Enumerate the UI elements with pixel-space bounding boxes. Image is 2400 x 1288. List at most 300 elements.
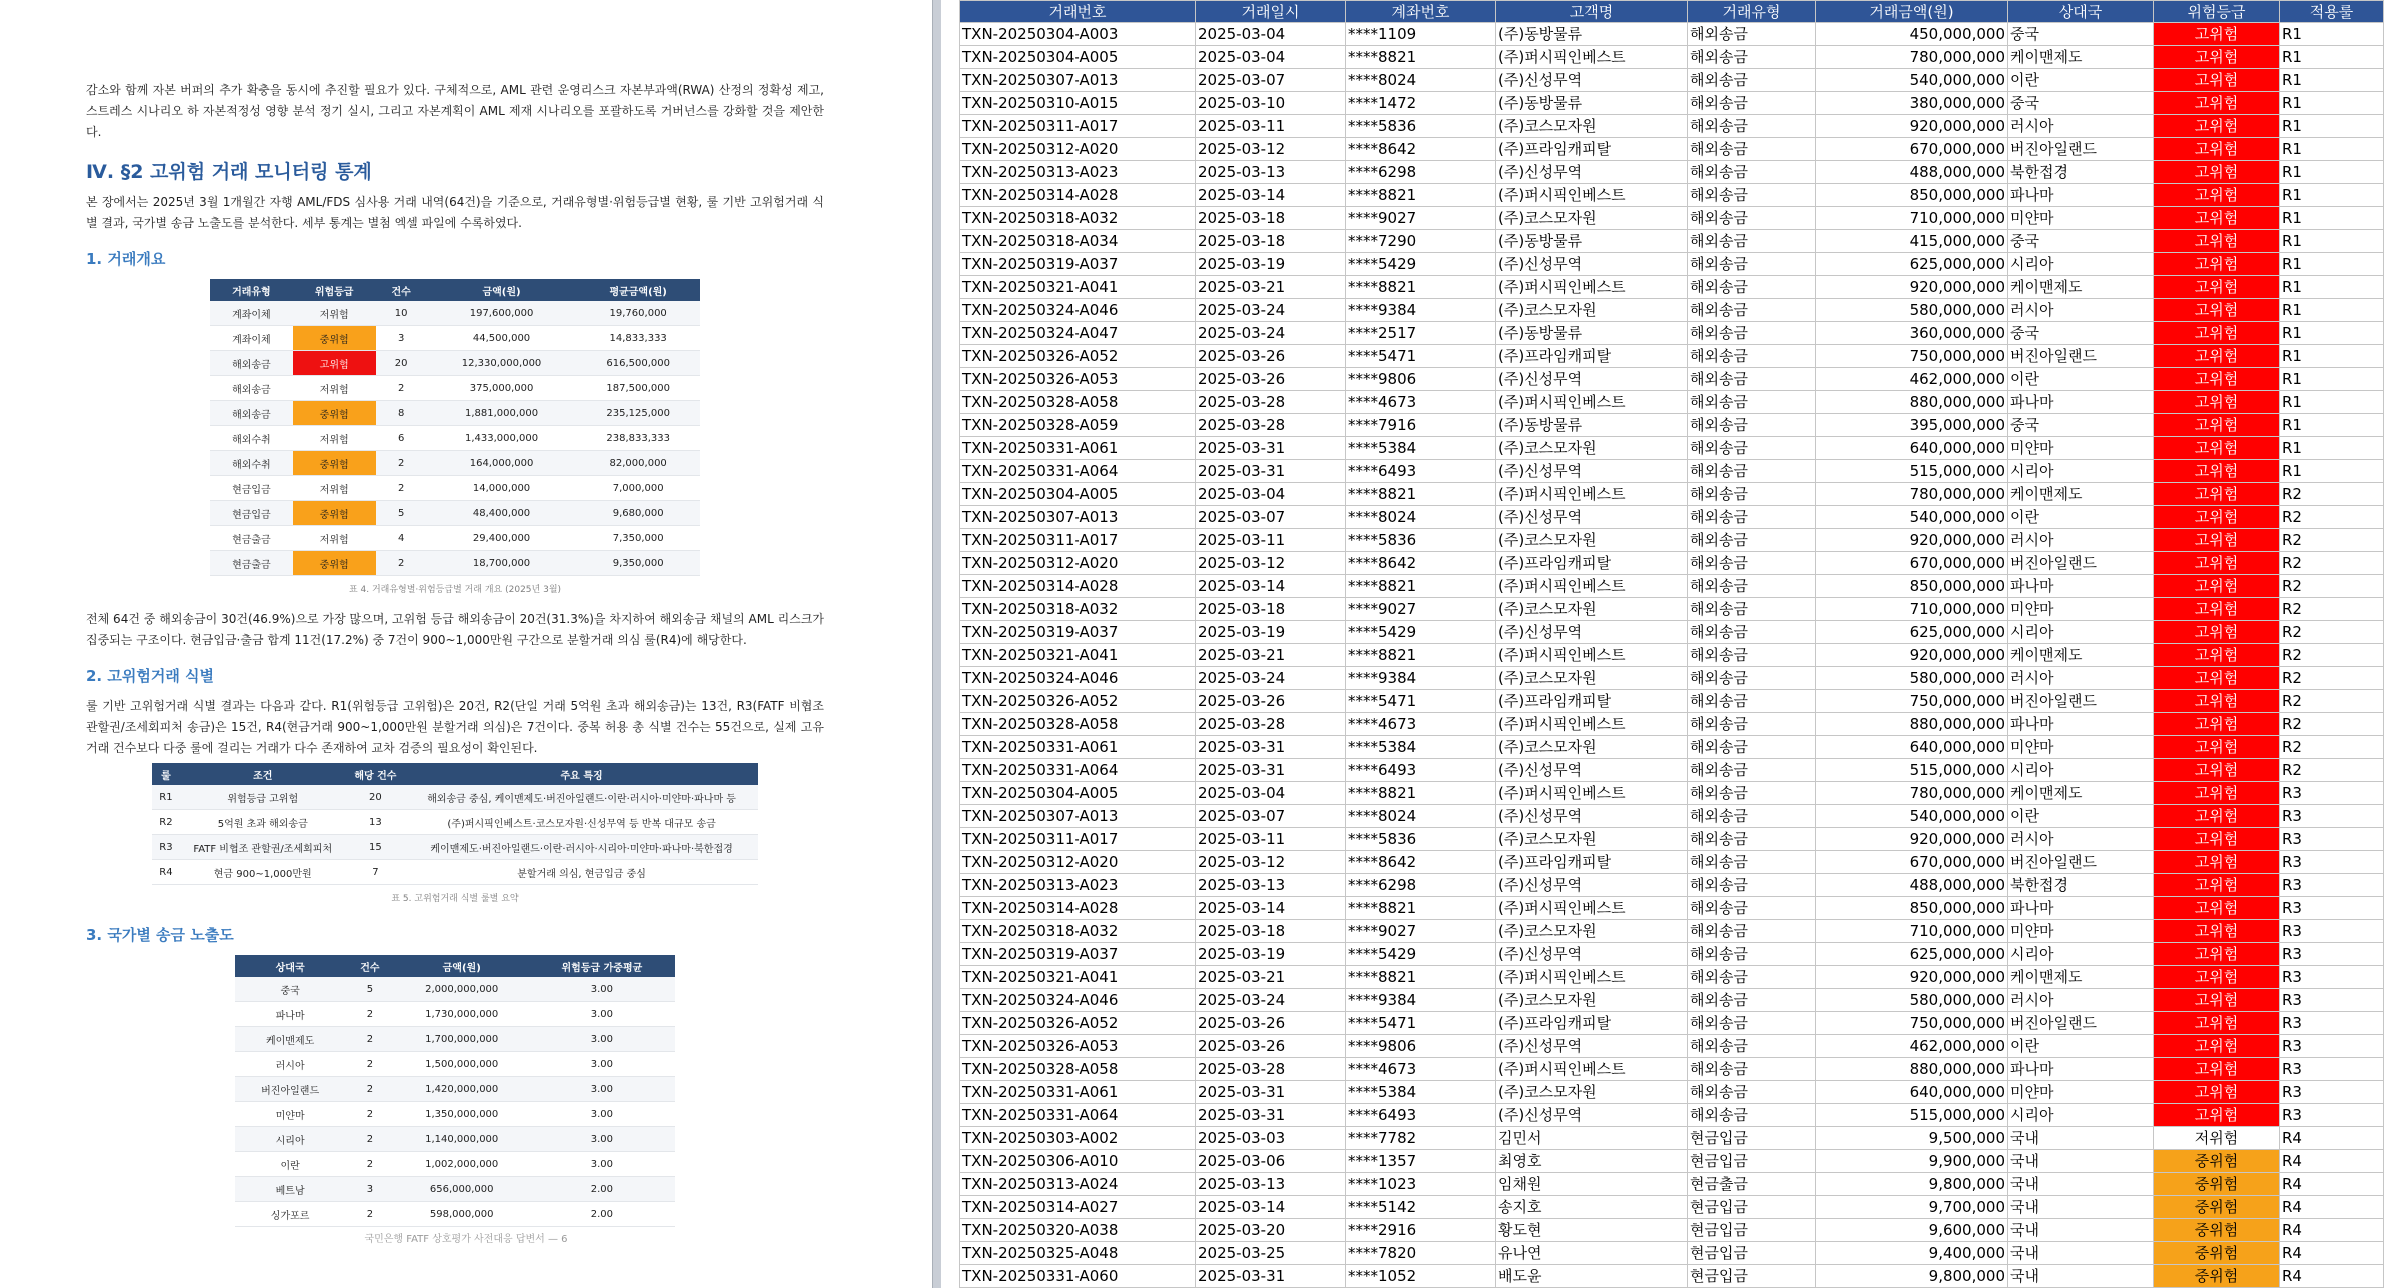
txn-type-cell[interactable]: 해외송금: [1688, 46, 1816, 69]
risk-cell[interactable]: 고위험: [2154, 897, 2280, 920]
txn-id-cell[interactable]: TXN-20250331-A064: [960, 460, 1196, 483]
risk-cell[interactable]: 고위험: [2154, 828, 2280, 851]
customer-cell[interactable]: (주)퍼시픽인베스트: [1496, 966, 1688, 989]
rule-cell[interactable]: R3: [2280, 989, 2384, 1012]
txn-id-cell[interactable]: TXN-20250318-A032: [960, 598, 1196, 621]
rule-cell[interactable]: R1: [2280, 391, 2384, 414]
account-cell[interactable]: ****5429: [1346, 253, 1496, 276]
country-cell[interactable]: 국내: [2008, 1265, 2154, 1288]
txn-id-cell[interactable]: TXN-20250304-A005: [960, 46, 1196, 69]
txn-id-cell[interactable]: TXN-20250314-A028: [960, 897, 1196, 920]
txn-id-cell[interactable]: TXN-20250324-A047: [960, 322, 1196, 345]
amount-cell[interactable]: 920,000,000: [1816, 529, 2008, 552]
risk-cell[interactable]: 중위험: [2154, 1173, 2280, 1196]
customer-cell[interactable]: (주)동방물류: [1496, 414, 1688, 437]
date-cell[interactable]: 2025-03-24: [1196, 322, 1346, 345]
rule-cell[interactable]: R1: [2280, 69, 2384, 92]
country-cell[interactable]: 이란: [2008, 805, 2154, 828]
rule-cell[interactable]: R1: [2280, 322, 2384, 345]
rule-cell[interactable]: R1: [2280, 414, 2384, 437]
rule-cell[interactable]: R4: [2280, 1196, 2384, 1219]
txn-id-cell[interactable]: TXN-20250321-A041: [960, 644, 1196, 667]
risk-cell[interactable]: 고위험: [2154, 253, 2280, 276]
rule-cell[interactable]: R1: [2280, 184, 2384, 207]
account-cell[interactable]: ****5471: [1346, 345, 1496, 368]
txn-type-cell[interactable]: 해외송금: [1688, 1058, 1816, 1081]
txn-id-cell[interactable]: TXN-20250314-A028: [960, 575, 1196, 598]
txn-id-cell[interactable]: TXN-20250328-A058: [960, 1058, 1196, 1081]
customer-cell[interactable]: 김민서: [1496, 1127, 1688, 1150]
country-cell[interactable]: 케이맨제도: [2008, 782, 2154, 805]
customer-cell[interactable]: (주)퍼시픽인베스트: [1496, 483, 1688, 506]
account-cell[interactable]: ****7820: [1346, 1242, 1496, 1265]
txn-id-cell[interactable]: TXN-20250331-A060: [960, 1265, 1196, 1288]
txn-type-cell[interactable]: 해외송금: [1688, 1104, 1816, 1127]
rule-cell[interactable]: R2: [2280, 483, 2384, 506]
rule-cell[interactable]: R1: [2280, 437, 2384, 460]
account-cell[interactable]: ****5384: [1346, 437, 1496, 460]
txn-type-cell[interactable]: 해외송금: [1688, 483, 1816, 506]
country-cell[interactable]: 러시아: [2008, 828, 2154, 851]
txn-id-cell[interactable]: TXN-20250326-A053: [960, 368, 1196, 391]
rule-cell[interactable]: R1: [2280, 115, 2384, 138]
txn-id-cell[interactable]: TXN-20250319-A037: [960, 253, 1196, 276]
txn-type-cell[interactable]: 해외송금: [1688, 1035, 1816, 1058]
customer-cell[interactable]: (주)신성무역: [1496, 759, 1688, 782]
customer-cell[interactable]: (주)코스모자원: [1496, 920, 1688, 943]
rule-cell[interactable]: R2: [2280, 736, 2384, 759]
customer-cell[interactable]: (주)신성무역: [1496, 1035, 1688, 1058]
amount-cell[interactable]: 540,000,000: [1816, 69, 2008, 92]
account-cell[interactable]: ****8821: [1346, 276, 1496, 299]
txn-type-cell[interactable]: 해외송금: [1688, 253, 1816, 276]
risk-cell[interactable]: 고위험: [2154, 759, 2280, 782]
account-cell[interactable]: ****9384: [1346, 299, 1496, 322]
customer-cell[interactable]: (주)신성무역: [1496, 69, 1688, 92]
risk-cell[interactable]: 고위험: [2154, 736, 2280, 759]
customer-cell[interactable]: (주)신성무역: [1496, 161, 1688, 184]
account-cell[interactable]: ****8024: [1346, 805, 1496, 828]
risk-cell[interactable]: 중위험: [2154, 1265, 2280, 1288]
country-cell[interactable]: 러시아: [2008, 989, 2154, 1012]
risk-cell[interactable]: 고위험: [2154, 46, 2280, 69]
rule-cell[interactable]: R3: [2280, 805, 2384, 828]
txn-id-cell[interactable]: TXN-20250310-A015: [960, 92, 1196, 115]
rule-cell[interactable]: R4: [2280, 1242, 2384, 1265]
account-cell[interactable]: ****9384: [1346, 989, 1496, 1012]
rule-cell[interactable]: R2: [2280, 575, 2384, 598]
txn-id-cell[interactable]: TXN-20250331-A064: [960, 1104, 1196, 1127]
txn-type-cell[interactable]: 해외송금: [1688, 529, 1816, 552]
risk-cell[interactable]: 고위험: [2154, 92, 2280, 115]
customer-cell[interactable]: (주)퍼시픽인베스트: [1496, 644, 1688, 667]
risk-cell[interactable]: 고위험: [2154, 460, 2280, 483]
customer-cell[interactable]: (주)프라임캐피탈: [1496, 138, 1688, 161]
txn-type-cell[interactable]: 해외송금: [1688, 115, 1816, 138]
risk-cell[interactable]: 고위험: [2154, 966, 2280, 989]
account-cell[interactable]: ****8024: [1346, 69, 1496, 92]
amount-cell[interactable]: 625,000,000: [1816, 621, 2008, 644]
amount-cell[interactable]: 850,000,000: [1816, 184, 2008, 207]
rule-cell[interactable]: R2: [2280, 690, 2384, 713]
account-cell[interactable]: ****5836: [1346, 115, 1496, 138]
amount-cell[interactable]: 415,000,000: [1816, 230, 2008, 253]
risk-cell[interactable]: 고위험: [2154, 138, 2280, 161]
txn-id-cell[interactable]: TXN-20250328-A058: [960, 713, 1196, 736]
amount-cell[interactable]: 488,000,000: [1816, 161, 2008, 184]
txn-type-cell[interactable]: 해외송금: [1688, 1081, 1816, 1104]
txn-id-cell[interactable]: TXN-20250331-A061: [960, 736, 1196, 759]
account-cell[interactable]: ****8642: [1346, 552, 1496, 575]
country-cell[interactable]: 시리아: [2008, 1104, 2154, 1127]
rule-cell[interactable]: R4: [2280, 1265, 2384, 1288]
customer-cell[interactable]: 임채원: [1496, 1173, 1688, 1196]
country-cell[interactable]: 버진아일랜드: [2008, 690, 2154, 713]
customer-cell[interactable]: (주)동방물류: [1496, 322, 1688, 345]
txn-type-cell[interactable]: 해외송금: [1688, 207, 1816, 230]
txn-id-cell[interactable]: TXN-20250303-A002: [960, 1127, 1196, 1150]
country-cell[interactable]: 중국: [2008, 230, 2154, 253]
customer-cell[interactable]: (주)코스모자원: [1496, 598, 1688, 621]
date-cell[interactable]: 2025-03-04: [1196, 46, 1346, 69]
amount-cell[interactable]: 9,900,000: [1816, 1150, 2008, 1173]
country-cell[interactable]: 케이맨제도: [2008, 46, 2154, 69]
rule-cell[interactable]: R4: [2280, 1219, 2384, 1242]
txn-id-cell[interactable]: TXN-20250311-A017: [960, 529, 1196, 552]
risk-cell[interactable]: 고위험: [2154, 1035, 2280, 1058]
amount-cell[interactable]: 880,000,000: [1816, 713, 2008, 736]
account-cell[interactable]: ****2517: [1346, 322, 1496, 345]
risk-cell[interactable]: 고위험: [2154, 989, 2280, 1012]
customer-cell[interactable]: (주)동방물류: [1496, 23, 1688, 46]
date-cell[interactable]: 2025-03-14: [1196, 1196, 1346, 1219]
customer-cell[interactable]: (주)퍼시픽인베스트: [1496, 1058, 1688, 1081]
country-cell[interactable]: 버진아일랜드: [2008, 1012, 2154, 1035]
account-cell[interactable]: ****5836: [1346, 828, 1496, 851]
date-cell[interactable]: 2025-03-21: [1196, 644, 1346, 667]
account-cell[interactable]: ****8821: [1346, 575, 1496, 598]
amount-cell[interactable]: 625,000,000: [1816, 253, 2008, 276]
txn-type-cell[interactable]: 해외송금: [1688, 690, 1816, 713]
risk-cell[interactable]: 고위험: [2154, 115, 2280, 138]
customer-cell[interactable]: (주)프라임캐피탈: [1496, 345, 1688, 368]
date-cell[interactable]: 2025-03-28: [1196, 391, 1346, 414]
risk-cell[interactable]: 고위험: [2154, 506, 2280, 529]
date-cell[interactable]: 2025-03-18: [1196, 598, 1346, 621]
account-cell[interactable]: ****5384: [1346, 1081, 1496, 1104]
txn-type-cell[interactable]: 해외송금: [1688, 598, 1816, 621]
risk-cell[interactable]: 고위험: [2154, 644, 2280, 667]
risk-cell[interactable]: 저위험: [2154, 1127, 2280, 1150]
account-cell[interactable]: ****4673: [1346, 713, 1496, 736]
risk-cell[interactable]: 고위험: [2154, 414, 2280, 437]
country-cell[interactable]: 국내: [2008, 1196, 2154, 1219]
country-cell[interactable]: 중국: [2008, 414, 2154, 437]
risk-cell[interactable]: 고위험: [2154, 598, 2280, 621]
country-cell[interactable]: 버진아일랜드: [2008, 552, 2154, 575]
txn-id-cell[interactable]: TXN-20250328-A058: [960, 391, 1196, 414]
rule-cell[interactable]: R2: [2280, 552, 2384, 575]
account-cell[interactable]: ****9027: [1346, 920, 1496, 943]
rule-cell[interactable]: R2: [2280, 713, 2384, 736]
account-cell[interactable]: ****5429: [1346, 943, 1496, 966]
amount-cell[interactable]: 750,000,000: [1816, 690, 2008, 713]
customer-cell[interactable]: (주)퍼시픽인베스트: [1496, 391, 1688, 414]
customer-cell[interactable]: (주)퍼시픽인베스트: [1496, 184, 1688, 207]
txn-type-cell[interactable]: 해외송금: [1688, 759, 1816, 782]
txn-type-cell[interactable]: 해외송금: [1688, 322, 1816, 345]
date-cell[interactable]: 2025-03-04: [1196, 23, 1346, 46]
txn-type-cell[interactable]: 해외송금: [1688, 713, 1816, 736]
account-cell[interactable]: ****9027: [1346, 598, 1496, 621]
txn-type-cell[interactable]: 해외송금: [1688, 506, 1816, 529]
customer-cell[interactable]: (주)코스모자원: [1496, 529, 1688, 552]
amount-cell[interactable]: 9,600,000: [1816, 1219, 2008, 1242]
date-cell[interactable]: 2025-03-11: [1196, 529, 1346, 552]
txn-id-cell[interactable]: TXN-20250326-A052: [960, 345, 1196, 368]
rule-cell[interactable]: R3: [2280, 874, 2384, 897]
risk-cell[interactable]: 고위험: [2154, 207, 2280, 230]
amount-cell[interactable]: 9,700,000: [1816, 1196, 2008, 1219]
rule-cell[interactable]: R3: [2280, 943, 2384, 966]
date-cell[interactable]: 2025-03-26: [1196, 345, 1346, 368]
date-cell[interactable]: 2025-03-18: [1196, 230, 1346, 253]
country-cell[interactable]: 북한접경: [2008, 161, 2154, 184]
txn-type-cell[interactable]: 해외송금: [1688, 621, 1816, 644]
txn-id-cell[interactable]: TXN-20250324-A046: [960, 667, 1196, 690]
customer-cell[interactable]: (주)코스모자원: [1496, 299, 1688, 322]
amount-cell[interactable]: 780,000,000: [1816, 782, 2008, 805]
country-cell[interactable]: 이란: [2008, 368, 2154, 391]
risk-cell[interactable]: 고위험: [2154, 621, 2280, 644]
txn-type-cell[interactable]: 해외송금: [1688, 874, 1816, 897]
country-cell[interactable]: 러시아: [2008, 529, 2154, 552]
txn-type-cell[interactable]: 해외송금: [1688, 736, 1816, 759]
sheet-column-header[interactable]: 적용룰: [2280, 1, 2384, 23]
txn-id-cell[interactable]: TXN-20250318-A032: [960, 207, 1196, 230]
txn-id-cell[interactable]: TXN-20250319-A037: [960, 621, 1196, 644]
country-cell[interactable]: 미얀마: [2008, 207, 2154, 230]
date-cell[interactable]: 2025-03-07: [1196, 69, 1346, 92]
rule-cell[interactable]: R3: [2280, 920, 2384, 943]
account-cell[interactable]: ****1023: [1346, 1173, 1496, 1196]
rule-cell[interactable]: R3: [2280, 897, 2384, 920]
risk-cell[interactable]: 고위험: [2154, 713, 2280, 736]
txn-id-cell[interactable]: TXN-20250312-A020: [960, 552, 1196, 575]
txn-type-cell[interactable]: 해외송금: [1688, 161, 1816, 184]
account-cell[interactable]: ****4673: [1346, 1058, 1496, 1081]
txn-type-cell[interactable]: 해외송금: [1688, 667, 1816, 690]
rule-cell[interactable]: R4: [2280, 1127, 2384, 1150]
txn-type-cell[interactable]: 해외송금: [1688, 276, 1816, 299]
txn-type-cell[interactable]: 해외송금: [1688, 345, 1816, 368]
account-cell[interactable]: ****7782: [1346, 1127, 1496, 1150]
date-cell[interactable]: 2025-03-07: [1196, 506, 1346, 529]
date-cell[interactable]: 2025-03-12: [1196, 851, 1346, 874]
txn-type-cell[interactable]: 해외송금: [1688, 943, 1816, 966]
country-cell[interactable]: 중국: [2008, 92, 2154, 115]
rule-cell[interactable]: R2: [2280, 506, 2384, 529]
customer-cell[interactable]: (주)신성무역: [1496, 460, 1688, 483]
date-cell[interactable]: 2025-03-12: [1196, 552, 1346, 575]
sheet-column-header[interactable]: 고객명: [1496, 1, 1688, 23]
rule-cell[interactable]: R3: [2280, 851, 2384, 874]
amount-cell[interactable]: 850,000,000: [1816, 897, 2008, 920]
customer-cell[interactable]: (주)퍼시픽인베스트: [1496, 276, 1688, 299]
rule-cell[interactable]: R3: [2280, 1012, 2384, 1035]
risk-cell[interactable]: 고위험: [2154, 184, 2280, 207]
customer-cell[interactable]: 배도윤: [1496, 1265, 1688, 1288]
rule-cell[interactable]: R3: [2280, 1104, 2384, 1127]
txn-type-cell[interactable]: 현금입금: [1688, 1196, 1816, 1219]
txn-type-cell[interactable]: 해외송금: [1688, 851, 1816, 874]
amount-cell[interactable]: 9,800,000: [1816, 1265, 2008, 1288]
risk-cell[interactable]: 고위험: [2154, 483, 2280, 506]
customer-cell[interactable]: (주)신성무역: [1496, 368, 1688, 391]
txn-type-cell[interactable]: 해외송금: [1688, 1012, 1816, 1035]
date-cell[interactable]: 2025-03-20: [1196, 1219, 1346, 1242]
customer-cell[interactable]: (주)코스모자원: [1496, 1081, 1688, 1104]
amount-cell[interactable]: 780,000,000: [1816, 46, 2008, 69]
country-cell[interactable]: 국내: [2008, 1127, 2154, 1150]
txn-type-cell[interactable]: 해외송금: [1688, 644, 1816, 667]
txn-id-cell[interactable]: TXN-20250313-A023: [960, 874, 1196, 897]
account-cell[interactable]: ****5836: [1346, 529, 1496, 552]
txn-id-cell[interactable]: TXN-20250312-A020: [960, 138, 1196, 161]
txn-type-cell[interactable]: 해외송금: [1688, 138, 1816, 161]
amount-cell[interactable]: 640,000,000: [1816, 437, 2008, 460]
customer-cell[interactable]: (주)프라임캐피탈: [1496, 690, 1688, 713]
amount-cell[interactable]: 920,000,000: [1816, 276, 2008, 299]
customer-cell[interactable]: (주)퍼시픽인베스트: [1496, 782, 1688, 805]
country-cell[interactable]: 북한접경: [2008, 874, 2154, 897]
rule-cell[interactable]: R4: [2280, 1173, 2384, 1196]
amount-cell[interactable]: 880,000,000: [1816, 391, 2008, 414]
txn-type-cell[interactable]: 해외송금: [1688, 230, 1816, 253]
customer-cell[interactable]: (주)동방물류: [1496, 92, 1688, 115]
txn-type-cell[interactable]: 해외송금: [1688, 437, 1816, 460]
risk-cell[interactable]: 고위험: [2154, 529, 2280, 552]
rule-cell[interactable]: R2: [2280, 598, 2384, 621]
account-cell[interactable]: ****8821: [1346, 483, 1496, 506]
account-cell[interactable]: ****1472: [1346, 92, 1496, 115]
txn-id-cell[interactable]: TXN-20250312-A020: [960, 851, 1196, 874]
txn-type-cell[interactable]: 현금입금: [1688, 1219, 1816, 1242]
country-cell[interactable]: 국내: [2008, 1150, 2154, 1173]
account-cell[interactable]: ****5471: [1346, 1012, 1496, 1035]
txn-id-cell[interactable]: TXN-20250307-A013: [960, 69, 1196, 92]
date-cell[interactable]: 2025-03-21: [1196, 276, 1346, 299]
country-cell[interactable]: 파나마: [2008, 713, 2154, 736]
country-cell[interactable]: 시리아: [2008, 943, 2154, 966]
rule-cell[interactable]: R2: [2280, 759, 2384, 782]
txn-type-cell[interactable]: 해외송금: [1688, 23, 1816, 46]
account-cell[interactable]: ****8024: [1346, 506, 1496, 529]
amount-cell[interactable]: 360,000,000: [1816, 322, 2008, 345]
amount-cell[interactable]: 780,000,000: [1816, 483, 2008, 506]
risk-cell[interactable]: 중위험: [2154, 1242, 2280, 1265]
customer-cell[interactable]: (주)코스모자원: [1496, 828, 1688, 851]
customer-cell[interactable]: (주)코스모자원: [1496, 989, 1688, 1012]
txn-id-cell[interactable]: TXN-20250311-A017: [960, 115, 1196, 138]
rule-cell[interactable]: R1: [2280, 92, 2384, 115]
account-cell[interactable]: ****8821: [1346, 897, 1496, 920]
date-cell[interactable]: 2025-03-18: [1196, 920, 1346, 943]
date-cell[interactable]: 2025-03-04: [1196, 782, 1346, 805]
country-cell[interactable]: 러시아: [2008, 115, 2154, 138]
country-cell[interactable]: 미얀마: [2008, 736, 2154, 759]
customer-cell[interactable]: (주)코스모자원: [1496, 736, 1688, 759]
customer-cell[interactable]: (주)신성무역: [1496, 874, 1688, 897]
date-cell[interactable]: 2025-03-03: [1196, 1127, 1346, 1150]
country-cell[interactable]: 국내: [2008, 1219, 2154, 1242]
amount-cell[interactable]: 640,000,000: [1816, 1081, 2008, 1104]
risk-cell[interactable]: 고위험: [2154, 391, 2280, 414]
country-cell[interactable]: 파나마: [2008, 575, 2154, 598]
country-cell[interactable]: 미얀마: [2008, 598, 2154, 621]
txn-type-cell[interactable]: 해외송금: [1688, 92, 1816, 115]
txn-type-cell[interactable]: 해외송금: [1688, 897, 1816, 920]
txn-type-cell[interactable]: 해외송금: [1688, 805, 1816, 828]
sheet-column-header[interactable]: 거래번호: [960, 1, 1196, 23]
date-cell[interactable]: 2025-03-14: [1196, 184, 1346, 207]
amount-cell[interactable]: 750,000,000: [1816, 1012, 2008, 1035]
risk-cell[interactable]: 고위험: [2154, 345, 2280, 368]
amount-cell[interactable]: 515,000,000: [1816, 759, 2008, 782]
risk-cell[interactable]: 고위험: [2154, 690, 2280, 713]
txn-type-cell[interactable]: 해외송금: [1688, 391, 1816, 414]
txn-type-cell[interactable]: 해외송금: [1688, 989, 1816, 1012]
country-cell[interactable]: 중국: [2008, 23, 2154, 46]
country-cell[interactable]: 케이맨제도: [2008, 966, 2154, 989]
account-cell[interactable]: ****7916: [1346, 414, 1496, 437]
customer-cell[interactable]: (주)신성무역: [1496, 253, 1688, 276]
customer-cell[interactable]: (주)동방물류: [1496, 230, 1688, 253]
customer-cell[interactable]: (주)퍼시픽인베스트: [1496, 46, 1688, 69]
txn-id-cell[interactable]: TXN-20250320-A038: [960, 1219, 1196, 1242]
customer-cell[interactable]: (주)신성무역: [1496, 506, 1688, 529]
amount-cell[interactable]: 488,000,000: [1816, 874, 2008, 897]
date-cell[interactable]: 2025-03-13: [1196, 161, 1346, 184]
account-cell[interactable]: ****8821: [1346, 966, 1496, 989]
country-cell[interactable]: 버진아일랜드: [2008, 345, 2154, 368]
txn-id-cell[interactable]: TXN-20250319-A037: [960, 943, 1196, 966]
risk-cell[interactable]: 고위험: [2154, 552, 2280, 575]
rule-cell[interactable]: R2: [2280, 667, 2384, 690]
risk-cell[interactable]: 고위험: [2154, 368, 2280, 391]
txn-id-cell[interactable]: TXN-20250304-A005: [960, 782, 1196, 805]
customer-cell[interactable]: (주)퍼시픽인베스트: [1496, 897, 1688, 920]
country-cell[interactable]: 러시아: [2008, 299, 2154, 322]
amount-cell[interactable]: 395,000,000: [1816, 414, 2008, 437]
risk-cell[interactable]: 고위험: [2154, 437, 2280, 460]
risk-cell[interactable]: 고위험: [2154, 874, 2280, 897]
amount-cell[interactable]: 515,000,000: [1816, 460, 2008, 483]
rule-cell[interactable]: R1: [2280, 276, 2384, 299]
txn-id-cell[interactable]: TXN-20250306-A010: [960, 1150, 1196, 1173]
txn-type-cell[interactable]: 해외송금: [1688, 368, 1816, 391]
country-cell[interactable]: 파나마: [2008, 1058, 2154, 1081]
date-cell[interactable]: 2025-03-28: [1196, 414, 1346, 437]
date-cell[interactable]: 2025-03-12: [1196, 138, 1346, 161]
rule-cell[interactable]: R1: [2280, 230, 2384, 253]
country-cell[interactable]: 이란: [2008, 1035, 2154, 1058]
risk-cell[interactable]: 고위험: [2154, 23, 2280, 46]
txn-id-cell[interactable]: TXN-20250326-A052: [960, 1012, 1196, 1035]
customer-cell[interactable]: 유나연: [1496, 1242, 1688, 1265]
txn-id-cell[interactable]: TXN-20250307-A013: [960, 805, 1196, 828]
txn-id-cell[interactable]: TXN-20250311-A017: [960, 828, 1196, 851]
